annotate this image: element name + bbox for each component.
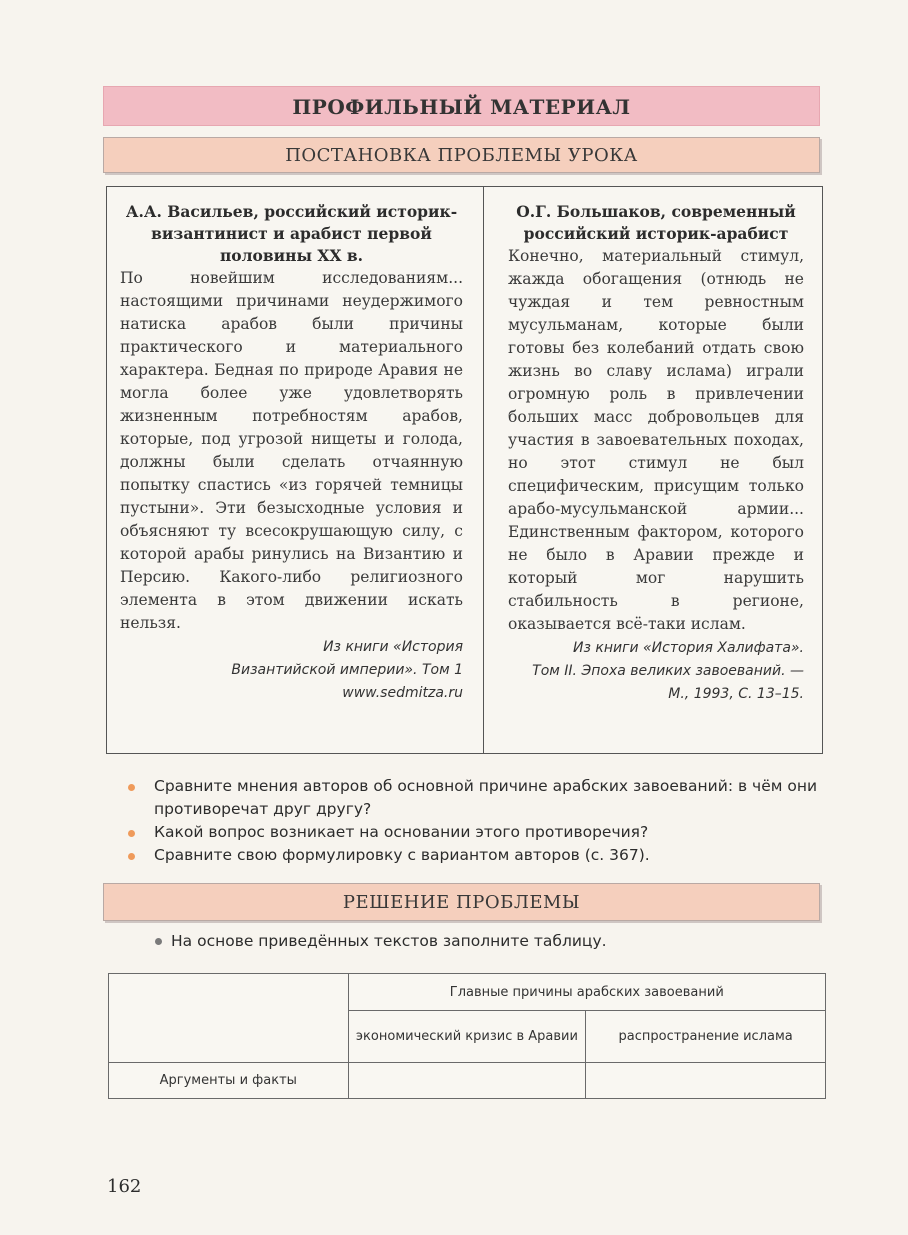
task-instruction bbox=[151, 930, 791, 952]
answer-table bbox=[108, 973, 826, 1099]
quote-right-source bbox=[508, 637, 804, 706]
column-divider bbox=[483, 187, 484, 753]
question-item bbox=[125, 775, 835, 821]
quote-right-source-line-1: Из книги «История Халифата». bbox=[573, 640, 804, 656]
bullet-icon bbox=[155, 938, 162, 945]
task-text: На основе приведённых текстов заполните таблицу. bbox=[171, 932, 607, 950]
quotes-box bbox=[106, 186, 823, 754]
table-col-header-islam: распространение ислама bbox=[586, 1011, 826, 1063]
question-item bbox=[125, 844, 835, 867]
question-text: Какой вопрос возникает на основании этого противоречия? bbox=[154, 823, 649, 841]
question-text: Сравните мнения авторов об основной причине арабских завоеваний: в чём они противоречат друг другу? bbox=[154, 777, 818, 818]
answer-cell-islam[interactable] bbox=[586, 1063, 826, 1099]
quote-left-source-line-1: Из книги «История bbox=[323, 639, 463, 655]
quote-right-source-line-3: М., 1993, С. 13–15. bbox=[668, 686, 804, 702]
section-title: ПРОФИЛЬНЫЙ МАТЕРИАЛ bbox=[103, 86, 820, 126]
solution-band: РЕШЕНИЕ ПРОБЛЕМЫ bbox=[103, 883, 820, 921]
quote-left-text: По новейшим исследованиям... настоящими причинами неудержимого натиска арабов были причины практического и материального характера. Бедная по природе Аравия не могла более уже удовлетворять жизненным потребностям арабов, которые, под угрозой нищеты и голода, должны были сделать отчаянную попытку спастись «из горячей темницы пустыни». Эти безысходные условия и объясняют ту всесокрушающую силу, с которой арабы ринулись на Византию и Персию. Какого-либо религиозного элемента в этом движении искать нельзя. bbox=[120, 269, 463, 632]
problem-statement-band: ПОСТАНОВКА ПРОБЛЕМЫ УРОКА bbox=[103, 137, 820, 173]
table-corner-cell bbox=[109, 974, 349, 1063]
quote-right-text: Конечно, материальный стимул, жажда обогащения (отнюдь не чуждая и тем ревностным мусульманам, которые были готовы без колебаний отдать свою жизнь во славу ислама) играли огромную роль в привлечении больших масс добровольцев для участия в завоевательных походах, но этот стимул не был специфическим, присущим только арабо-мусульманской армии... Единственным фактором, которого не было в Аравии прежде и который мог нарушить стабильность в регионе, оказывается всё-таки ислам. bbox=[508, 247, 804, 633]
question-item bbox=[125, 821, 835, 844]
quote-left-author: А.А. Васильев, российский историк-византинист и арабист первой половины XX в. bbox=[125, 202, 458, 265]
bullet-icon bbox=[128, 830, 135, 837]
quote-right-author: О.Г. Большаков, современный российский историк-арабист bbox=[516, 202, 796, 243]
table-col-header-economic: экономический кризис в Аравии bbox=[348, 1011, 586, 1063]
answer-cell-economic[interactable] bbox=[348, 1063, 586, 1099]
quote-left-source-line-2: Византийской империи». Том 1 bbox=[231, 662, 463, 678]
question-text: Сравните свою формулировку с вариантом авторов (с. 367). bbox=[154, 846, 650, 864]
page-number: 162 bbox=[107, 1176, 142, 1197]
questions-list bbox=[125, 775, 835, 867]
quote-right bbox=[508, 201, 804, 706]
table-row-label: Аргументы и факты bbox=[109, 1063, 349, 1099]
quote-left bbox=[120, 201, 463, 705]
bullet-icon bbox=[128, 853, 135, 860]
table-group-header: Главные причины арабских завоеваний bbox=[348, 974, 825, 1011]
quote-right-source-line-2: Том II. Эпоха великих завоеваний. — bbox=[532, 663, 804, 679]
quote-left-source bbox=[120, 636, 463, 705]
quote-left-source-line-3: www.sedmitza.ru bbox=[342, 685, 463, 701]
bullet-icon bbox=[128, 784, 135, 791]
